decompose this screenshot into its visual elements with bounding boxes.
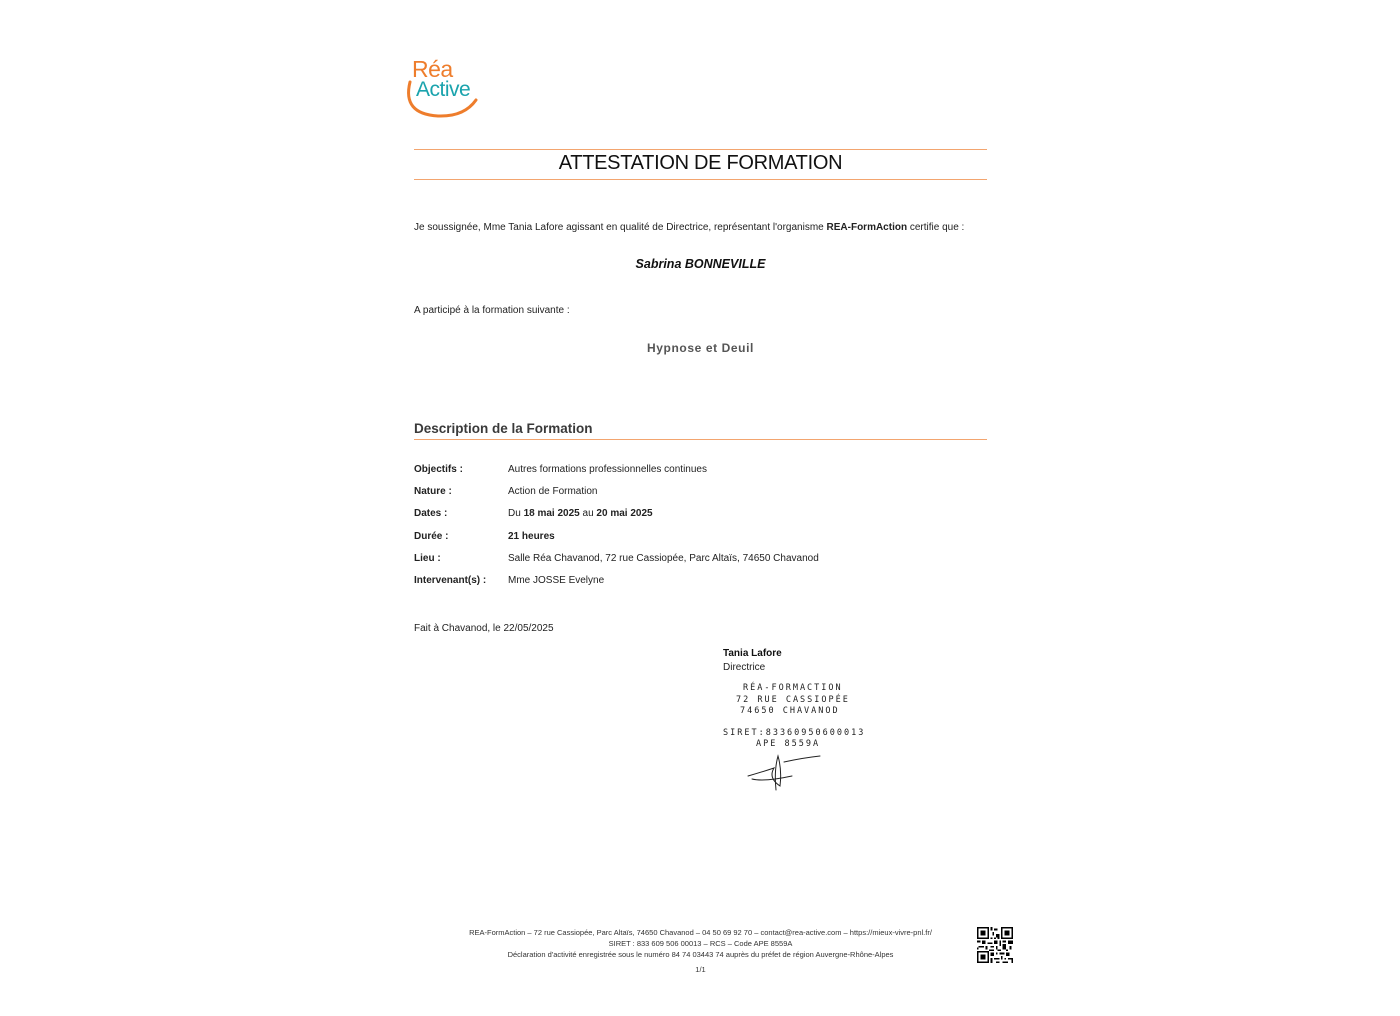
footer-siret: SIRET : 833 609 506 00013 – RCS – Code APE 8559A	[608, 939, 793, 948]
course-title: Hypnose et Deuil	[647, 341, 754, 355]
row-value	[508, 508, 653, 519]
logo-text-active: Active	[416, 78, 471, 101]
row-value: Autres formations professionnelles continues	[508, 464, 707, 475]
intro-text-after: certifie que :	[907, 222, 965, 233]
title-rule-bottom	[414, 179, 987, 180]
row-label: Durée :	[414, 531, 449, 542]
footer-contact: REA-FormAction – 72 rue Cassiopée, Parc Altaïs, 74650 Chavanod – 04 50 69 92 70 – contact@rea-active.com – https://mieux-vivre-pnl.fr/	[469, 928, 932, 937]
stamp-line: 74650 CHAVANOD	[740, 706, 840, 716]
description-rule	[414, 439, 987, 440]
date-from: 18 mai 2025	[523, 508, 580, 519]
row-value: Action de Formation	[508, 486, 598, 497]
intro-organization: REA-FormAction	[826, 222, 908, 233]
row-value: 21 heures	[508, 531, 555, 542]
dates-prefix: Du	[508, 508, 524, 519]
footer-declaration: Déclaration d'activité enregistrée sous le numéro 84 74 03443 74 auprès du préfet de région Auvergne-Rhône-Alpes	[507, 950, 894, 959]
stamp-line: APE 8559A	[756, 739, 821, 749]
row-value: Salle Réa Chavanod, 72 rue Cassiopée, Parc Altaïs, 74650 Chavanod	[508, 553, 819, 564]
title-rule-top	[414, 149, 987, 150]
date-to: 20 mai 2025	[596, 508, 653, 519]
intro-paragraph	[414, 222, 964, 233]
page-title: ATTESTATION DE FORMATION	[558, 152, 843, 174]
trainee-name: Sabrina BONNEVILLE	[635, 257, 766, 271]
row-label: Intervenant(s) :	[414, 575, 487, 586]
row-label: Nature :	[414, 486, 452, 497]
row-label: Lieu :	[414, 553, 441, 564]
intro-text-before: Je soussignée, Mme Tania Lafore agissant en qualité de Directrice, représentant l'organisme	[414, 222, 827, 233]
stamp-line: RÉA-FORMACTION	[743, 683, 843, 693]
made-at-date: Fait à Chavanod, le 22/05/2025	[414, 623, 554, 634]
stamp-line: SIRET:83360950600013	[723, 728, 866, 738]
page-number: 1/1	[695, 965, 706, 974]
logo-text-rea: Réa	[412, 56, 453, 82]
signatory-role: Directrice	[723, 662, 766, 673]
signature-icon	[744, 752, 824, 794]
signatory-name: Tania Lafore	[723, 648, 782, 659]
stamp-line: 72 RUE CASSIOPÉE	[736, 695, 850, 705]
dates-mid: au	[579, 508, 597, 519]
description-heading: Description de la Formation	[414, 421, 593, 436]
row-label: Objectifs :	[414, 464, 463, 475]
row-value: Mme JOSSE Evelyne	[508, 575, 605, 586]
qr-code-icon	[977, 927, 1013, 963]
rea-active-logo	[404, 56, 496, 120]
participation-text: A participé à la formation suivante :	[414, 305, 570, 316]
row-label: Dates :	[414, 508, 448, 519]
